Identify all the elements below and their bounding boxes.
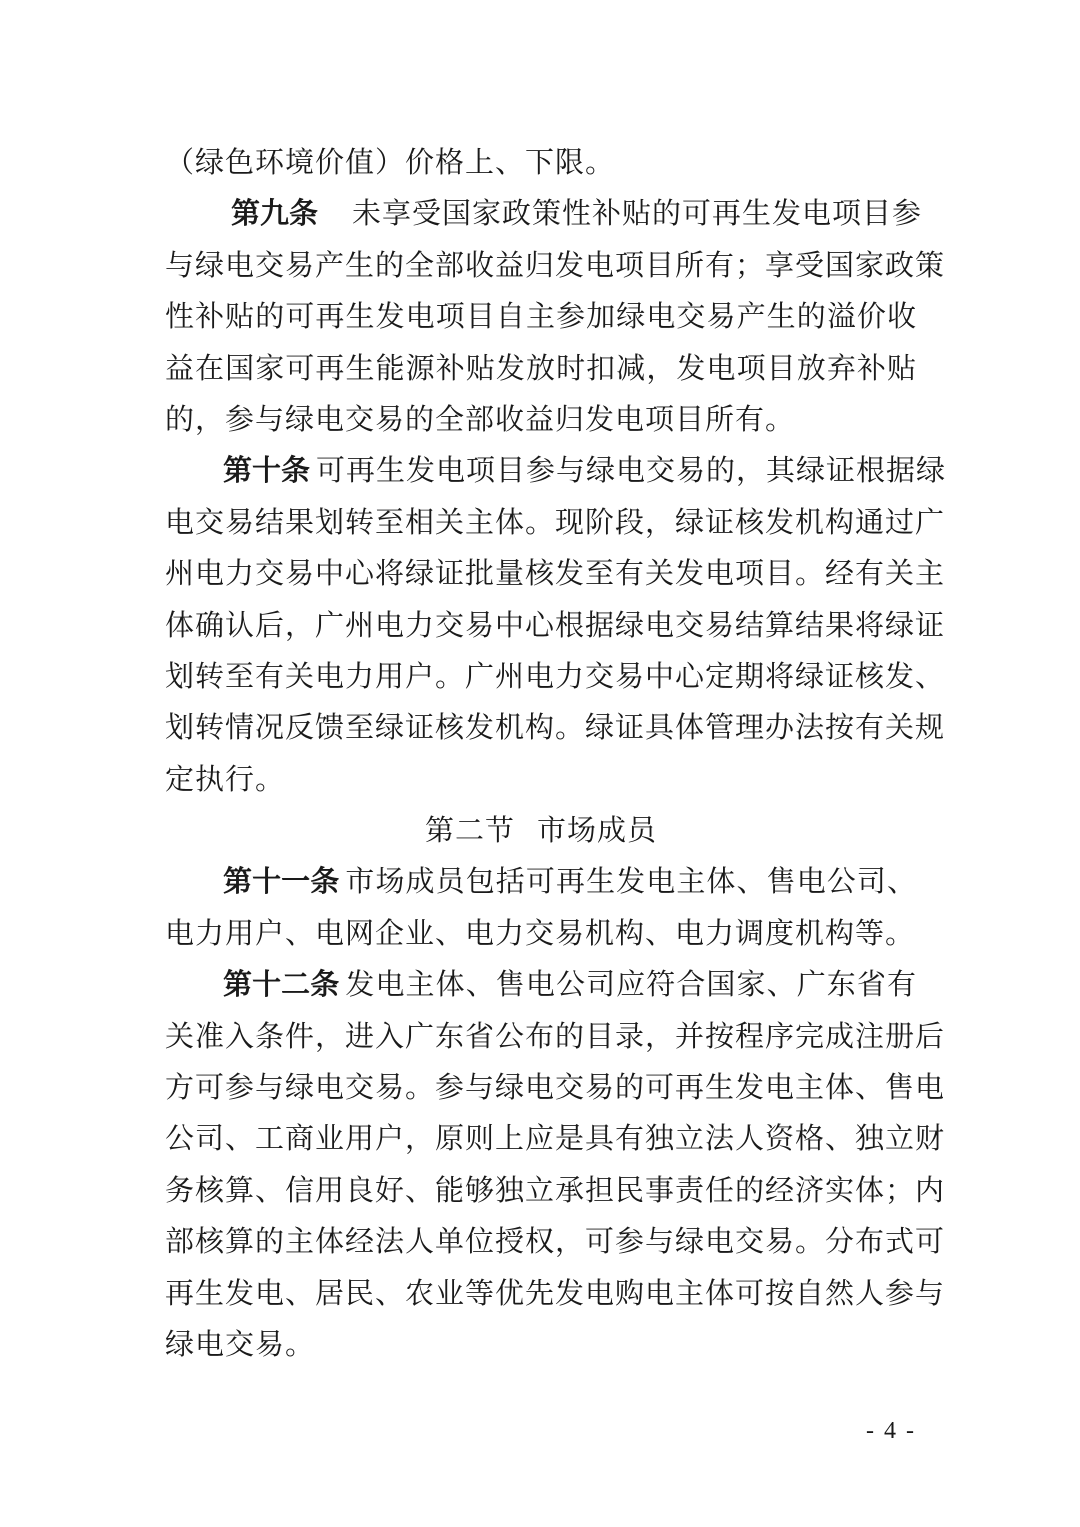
article-12-line: 再生发电、居民、农业等优先发电购电主体可按自然人参与	[165, 1275, 946, 1310]
article-10-line: 州电力交易中心将绿证批量核发至有关发电项目。经有关主	[165, 556, 946, 591]
article-9-line: 第九条 未享受国家政策性补贴的可再生发电项目参	[231, 196, 923, 231]
article-12-line: 第十二条 发电主体、售电公司应符合国家、广东省有	[223, 967, 917, 1002]
section-title: 市场成员	[537, 813, 658, 848]
article-11-line: 电力用户、电网企业、电力交易机构、电力调度机构等。	[165, 915, 916, 950]
article-10-line: 划转情况反馈至绿证核发机构。绿证具体管理办法按有关规	[165, 710, 946, 745]
article-12-line: 方可参与绿电交易。参与绿电交易的可再生发电主体、售电	[165, 1070, 946, 1105]
section-number: 第二节	[424, 813, 515, 848]
article-12-line: 部核算的主体经法人单位授权，可参与绿电交易。分布式可	[165, 1224, 946, 1259]
article-9-number: 第九条	[231, 196, 319, 231]
article-9-line: 与绿电交易产生的全部收益归发电项目所有；享受国家政策	[165, 247, 946, 282]
page-number: - 4 -	[866, 1418, 916, 1444]
article-9-line: 益在国家可再生能源补贴发放时扣减，发电项目放弃补贴	[165, 350, 917, 385]
article-10-line: 定执行。	[165, 761, 286, 796]
article-12-line: 绿电交易。	[165, 1326, 316, 1361]
article-12-line: 公司、工商业用户，原则上应是具有独立法人资格、独立财	[165, 1121, 946, 1156]
article-11-number: 第十一条	[223, 864, 340, 899]
article-12-number: 第十二条	[223, 967, 340, 1002]
article-10-number: 第十条	[223, 453, 311, 488]
article-9-line: 性补贴的可再生发电项目自主参加绿电交易产生的溢价收	[165, 299, 917, 334]
article-10-line: 体确认后，广州电力交易中心根据绿电交易结算结果将绿证	[165, 607, 946, 642]
article-10-line: 划转至有关电力用户。广州电力交易中心定期将绿证核发、	[165, 658, 946, 693]
article-10-line: 第十条 可再生发电项目参与绿电交易的，其绿证根据绿	[223, 453, 947, 488]
document-body	[165, 137, 947, 1370]
article-12-line: 务核算、信用良好、能够独立承担民事责任的经济实体；内	[165, 1172, 946, 1207]
article-9-line: 的，参与绿电交易的全部收益归发电项目所有。	[165, 401, 796, 436]
section-heading	[165, 805, 917, 856]
continuation-line: （绿色环境价值）价格上、下限。	[165, 145, 616, 179]
article-12-line: 关准入条件，进入广东省公布的目录，并按程序完成注册后	[165, 1018, 946, 1053]
article-11-line: 第十一条 市场成员包括可再生发电主体、售电公司、	[223, 864, 917, 899]
article-10-line: 电交易结果划转至相关主体。现阶段，绿证核发机构通过广	[165, 504, 946, 539]
